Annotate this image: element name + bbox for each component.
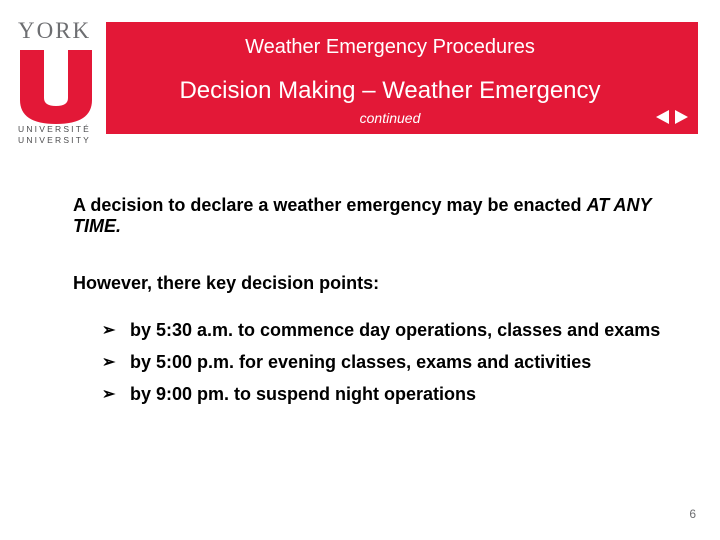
list-item: [102, 384, 673, 405]
arrowhead-bullet-icon: ➢: [102, 386, 116, 403]
slide-navigation: [656, 110, 688, 124]
previous-slide-icon[interactable]: [656, 110, 669, 124]
arrowhead-bullet-icon: ➢: [102, 322, 116, 339]
header-banner: [106, 22, 698, 134]
continued-label: continued: [359, 110, 421, 126]
list-item: [102, 320, 673, 341]
decision-points-list: [73, 320, 673, 405]
logo-university-text: UNIVERSITY: [18, 135, 92, 145]
logo-universite-text: UNIVERSITÉ: [18, 124, 92, 134]
list-item: [102, 352, 673, 373]
lead-statement: [73, 195, 673, 237]
decision-points-heading: However, there key decision points:: [73, 273, 380, 293]
lead-text: A decision to declare a weather emergency may be enacted: [73, 195, 582, 215]
logo-york-text: YORK: [18, 18, 92, 43]
slide-subtitle: Decision Making – Weather Emergency: [179, 77, 601, 104]
slide-title: Weather Emergency Procedures: [245, 36, 535, 58]
york-university-logo: [12, 14, 96, 144]
list-item-text: by 5:00 p.m. for evening classes, exams and activities: [130, 352, 592, 372]
list-item-text: by 5:30 a.m. to commence day operations, classes and exams: [130, 320, 661, 340]
york-u-icon: [20, 50, 92, 124]
lead-emphasis: AT ANY TIME.: [73, 195, 652, 236]
page-number: 6: [689, 507, 696, 521]
arrowhead-bullet-icon: ➢: [102, 354, 116, 371]
list-item-text: by 9:00 pm. to suspend night operations: [130, 384, 477, 404]
slide-body: [73, 195, 673, 416]
next-slide-icon[interactable]: [675, 110, 688, 124]
